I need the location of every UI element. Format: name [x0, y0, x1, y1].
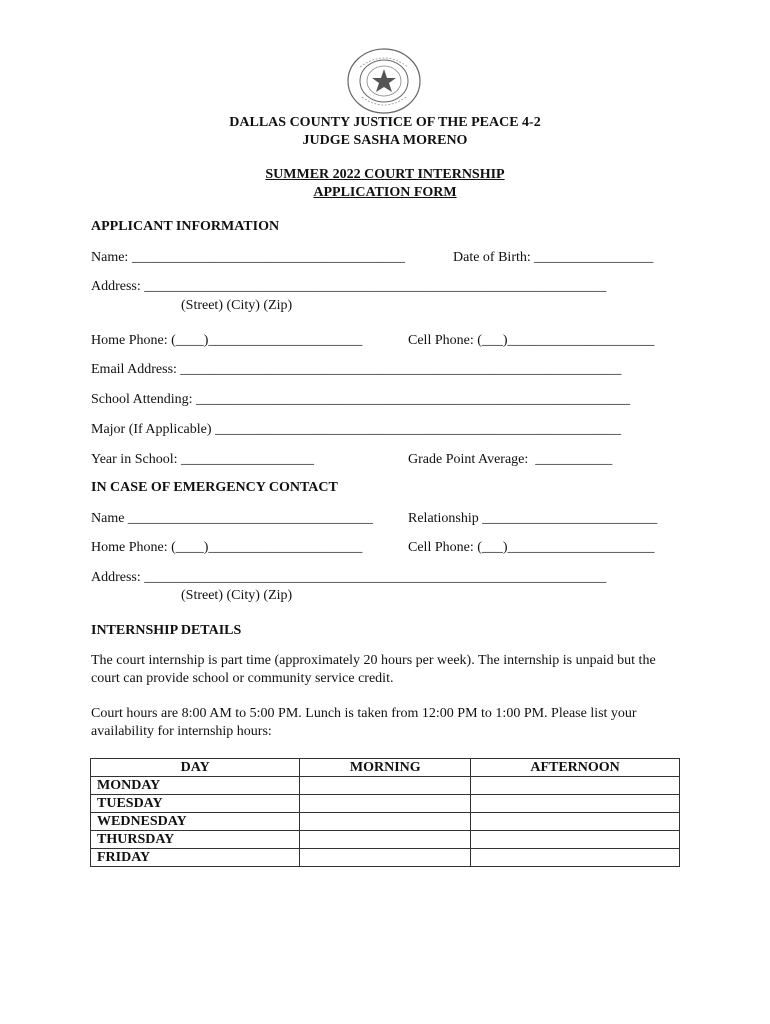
table-row	[91, 777, 680, 795]
table-row	[91, 849, 680, 867]
day-label: WEDNESDAY	[91, 813, 300, 831]
afternoon-cell[interactable]	[471, 777, 680, 795]
morning-cell[interactable]	[300, 849, 471, 867]
emergency-home-phone-field[interactable]: Home Phone: (____)______________________	[91, 540, 363, 555]
table-row	[91, 813, 680, 831]
emergency-address-field[interactable]: Address: __________________________________________________________________	[91, 570, 607, 585]
form-title-line-2: APPLICATION FORM	[313, 185, 457, 200]
morning-cell[interactable]	[300, 813, 471, 831]
day-label: THURSDAY	[91, 831, 300, 849]
day-label: FRIDAY	[91, 849, 300, 867]
home-phone-field[interactable]: Home Phone: (____)______________________	[91, 333, 363, 348]
morning-cell[interactable]	[300, 795, 471, 813]
form-title-line-1: SUMMER 2022 COURT INTERNSHIP	[265, 167, 505, 182]
date-of-birth-field[interactable]: Date of Birth: _________________	[453, 250, 654, 265]
afternoon-cell[interactable]	[471, 813, 680, 831]
major-field[interactable]: Major (If Applicable) __________________________________________________________	[91, 422, 622, 437]
internship-section-heading: INTERNSHIP DETAILS	[91, 623, 242, 638]
school-attending-field[interactable]: School Attending: ______________________________________________________________	[91, 392, 630, 407]
column-header-morning: MORNING	[300, 759, 471, 777]
judge-name: JUDGE SASHA MORENO	[302, 133, 468, 148]
afternoon-cell[interactable]	[471, 795, 680, 813]
table-row	[91, 795, 680, 813]
emergency-address-hint: (Street) (City) (Zip)	[181, 588, 293, 603]
afternoon-cell[interactable]	[471, 831, 680, 849]
emergency-cell-phone-field[interactable]: Cell Phone: (___)_____________________	[408, 540, 655, 555]
emergency-section-heading: IN CASE OF EMERGENCY CONTACT	[91, 480, 338, 495]
day-label: TUESDAY	[91, 795, 300, 813]
relationship-field[interactable]: Relationship _________________________	[408, 511, 658, 526]
email-address-field[interactable]: Email Address: _______________________________________________________________	[91, 362, 622, 377]
office-title: DALLAS COUNTY JUSTICE OF THE PEACE 4-2	[229, 115, 541, 130]
internship-description: The court internship is part time (approximately 20 hours per week). The internship is unpaid but the court can provide school or community service credit.	[91, 653, 656, 686]
morning-cell[interactable]	[300, 777, 471, 795]
morning-cell[interactable]	[300, 831, 471, 849]
table-header-row	[91, 759, 680, 777]
availability-table	[90, 758, 680, 867]
cell-phone-field[interactable]: Cell Phone: (___)_____________________	[408, 333, 655, 348]
applicant-section-heading: APPLICANT INFORMATION	[91, 219, 280, 234]
year-in-school-field[interactable]: Year in School: ___________________	[91, 452, 314, 467]
afternoon-cell[interactable]	[471, 849, 680, 867]
dallas-county-seal-icon	[346, 47, 422, 115]
grade-point-average-field[interactable]: Grade Point Average: ___________	[408, 452, 613, 467]
address-field[interactable]: Address: __________________________________________________________________	[91, 279, 607, 294]
court-hours-text: Court hours are 8:00 AM to 5:00 PM. Lunch is taken from 12:00 PM to 1:00 PM. Please list your availability for internship hours:	[91, 706, 637, 739]
name-field[interactable]: Name: _______________________________________	[91, 250, 405, 265]
emergency-name-field[interactable]: Name ___________________________________	[91, 511, 373, 526]
day-label: MONDAY	[91, 777, 300, 795]
table-row	[91, 831, 680, 849]
column-header-afternoon: AFTERNOON	[471, 759, 680, 777]
address-hint: (Street) (City) (Zip)	[181, 298, 293, 313]
column-header-day: DAY	[91, 759, 300, 777]
